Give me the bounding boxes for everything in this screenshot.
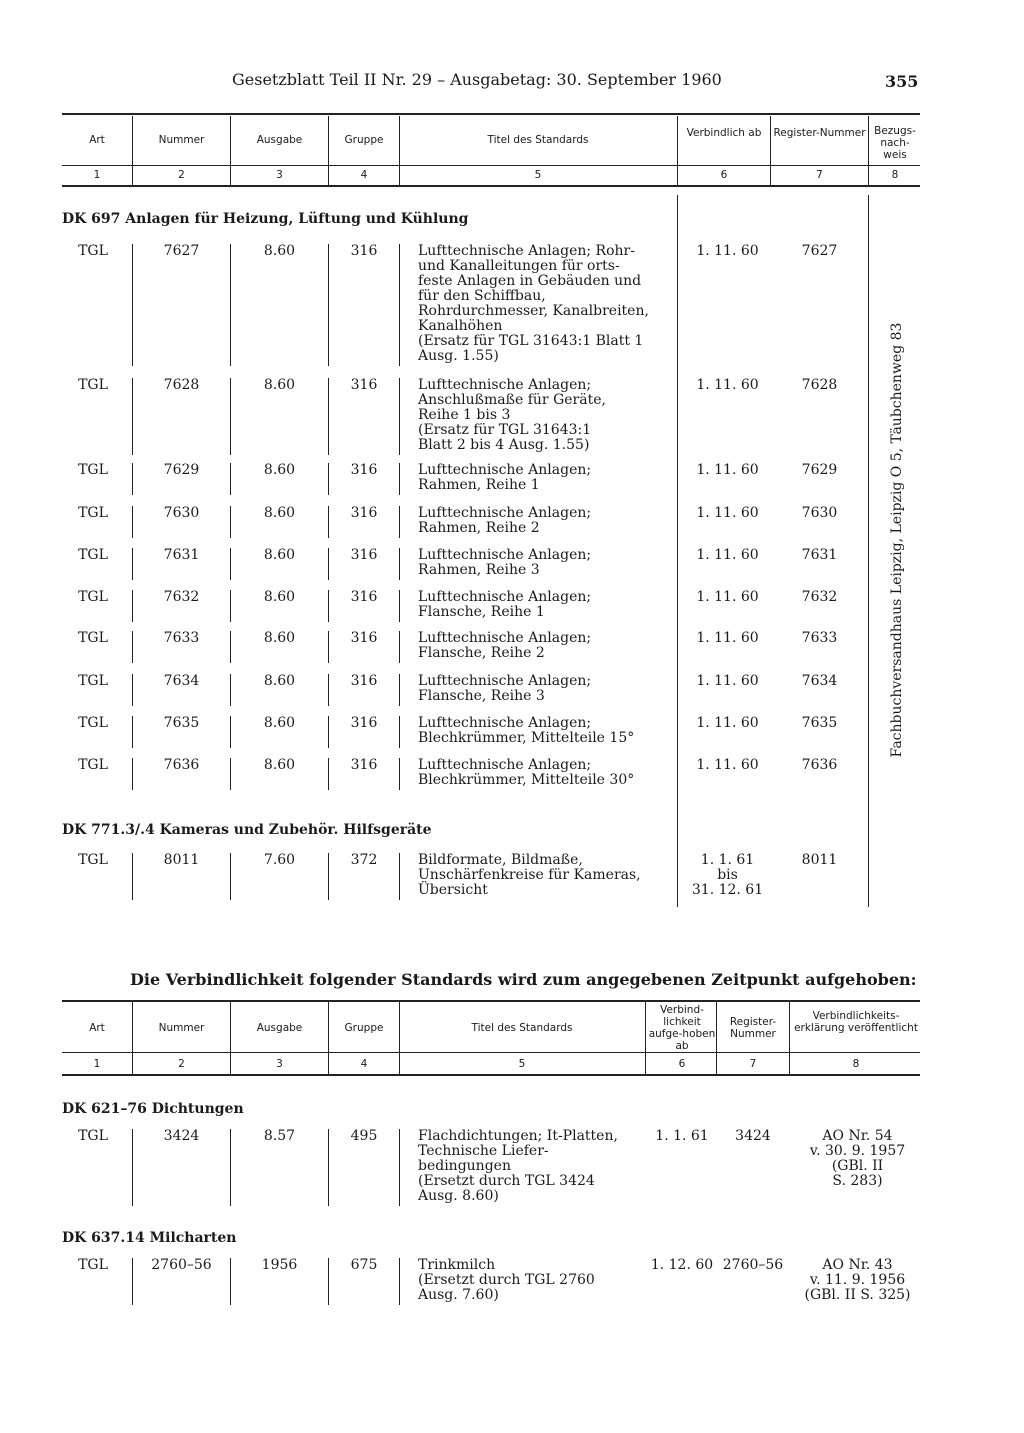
row-separator [230, 674, 231, 706]
t2-hsep [399, 1002, 400, 1074]
t1-hsep [399, 116, 400, 186]
t1-col-titel: Titel des Standards [487, 134, 589, 146]
row-separator [230, 758, 231, 790]
cell-ausgabe: 8.60 [263, 505, 296, 521]
t2-num-5: 5 [518, 1058, 526, 1070]
cell-art: TGL [78, 1128, 108, 1144]
cell-nummer: 7635 [163, 715, 200, 731]
cell-register: 7630 [801, 505, 838, 521]
row-separator [132, 244, 133, 366]
cell-art: TGL [78, 505, 108, 521]
t1-col-bezug: Bezugs-nach-weis [874, 125, 916, 161]
row-separator [328, 244, 329, 366]
table2-caption: Die Verbindlichkeit folgender Standards wird zum angegebenen Zeitpunkt aufgehoben: [130, 970, 917, 989]
t2-col-gruppe: Gruppe [344, 1022, 384, 1034]
cell-register: 7631 [801, 547, 838, 563]
row-separator [132, 631, 133, 663]
row-separator [399, 378, 400, 455]
cell-titel: Lufttechnische Anlagen; Anschlußmaße für Geräte, Reihe 1 bis 3 (Ersatz für TGL 31643:1 Blatt 2 bis 4 Ausg. 1.55) [418, 377, 606, 453]
t2-numbers-rule [62, 1074, 920, 1076]
cell-titel: Lufttechnische Anlagen; Rahmen, Reihe 2 [418, 505, 592, 536]
row-separator [230, 631, 231, 663]
cell-nummer: 7633 [163, 630, 200, 646]
cell-gruppe: 316 [350, 589, 378, 605]
cell-ausgabe: 8.60 [263, 547, 296, 563]
cell-aufgehoben-ab: 1. 12. 60 [650, 1257, 714, 1273]
cell-aufgehoben-ab: 1. 1. 61 [655, 1128, 709, 1144]
cell-titel: Lufttechnische Anlagen; Rohr- und Kanalleitungen für orts- feste Anlagen in Gebäuden und für den Schiffbau, Rohrdurchmesser, Kanalbreiten, Kanalhöhen (Ersatz für TGL 31643:1 Blatt 1 Ausg. 1.55) [418, 243, 649, 364]
t1-hsep [328, 116, 329, 186]
t1-col-register: Register-Nummer [773, 127, 866, 139]
t2-col-titel: Titel des Standards [471, 1022, 573, 1034]
t2-col-art: Art [89, 1022, 105, 1034]
row-separator [230, 853, 231, 900]
cell-ausgabe: 8.60 [263, 243, 296, 259]
t1-num-8: 8 [891, 169, 899, 181]
row-separator [328, 1258, 329, 1305]
cell-ausgabe: 1956 [261, 1257, 298, 1273]
cell-art: TGL [78, 757, 108, 773]
row-separator [399, 463, 400, 495]
cell-nummer: 7628 [163, 377, 200, 393]
row-separator [328, 1129, 329, 1206]
cell-titel: Lufttechnische Anlagen; Flansche, Reihe 3 [418, 673, 592, 704]
cell-nummer: 7629 [163, 462, 200, 478]
cell-verbindlich-ab: 1. 11. 60 [696, 377, 759, 393]
cell-verbindlich-ab: 1. 1. 61 bis 31. 12. 61 [691, 852, 764, 898]
cell-art: TGL [78, 377, 108, 393]
cell-nummer: 8011 [163, 852, 200, 868]
row-separator [132, 548, 133, 580]
row-separator [328, 548, 329, 580]
cell-art: TGL [78, 1257, 108, 1273]
row-separator [328, 674, 329, 706]
cell-gruppe: 316 [350, 377, 378, 393]
cell-register: 7633 [801, 630, 838, 646]
cell-ausgabe: 8.60 [263, 377, 296, 393]
t2-num-1: 1 [93, 1058, 101, 1070]
t1-col-line-8 [868, 195, 869, 907]
t1-hsep [132, 116, 133, 186]
cell-titel: Lufttechnische Anlagen; Flansche, Reihe 2 [418, 630, 592, 661]
row-separator [132, 590, 133, 622]
row-separator [328, 463, 329, 495]
t2-hsep [132, 1002, 133, 1074]
row-separator [132, 674, 133, 706]
t1-col-verbindlich: Verbindlich ab [686, 127, 762, 139]
cell-gruppe: 316 [350, 630, 378, 646]
cell-verbindlich-ab: 1. 11. 60 [696, 673, 759, 689]
t2-col-veroeff: Verbindlichkeits-erklärung veröffentlicht [794, 1010, 918, 1034]
cell-ausgabe: 8.60 [263, 630, 296, 646]
cell-gruppe: 316 [350, 547, 378, 563]
t1-num-1: 1 [93, 169, 101, 181]
t2-section-heading: DK 621–76 Dichtungen [62, 1101, 244, 1117]
cell-ausgabe: 8.57 [263, 1128, 296, 1144]
cell-titel: Bildformate, Bildmaße, Unschärfenkreise für Kameras, Übersicht [418, 852, 641, 898]
cell-art: TGL [78, 243, 108, 259]
t1-num-6: 6 [720, 169, 728, 181]
row-separator [328, 631, 329, 663]
cell-verbindlich-ab: 1. 11. 60 [696, 505, 759, 521]
row-separator [399, 758, 400, 790]
cell-art: TGL [78, 462, 108, 478]
row-separator [230, 378, 231, 455]
cell-ausgabe: 7.60 [263, 852, 296, 868]
t1-hsep [677, 116, 678, 186]
row-separator [132, 506, 133, 538]
t1-num-4: 4 [360, 169, 368, 181]
cell-titel: Lufttechnische Anlagen; Rahmen, Reihe 3 [418, 547, 592, 578]
row-separator [132, 1129, 133, 1206]
t1-numbers-rule [62, 185, 920, 187]
t1-col-ausgabe: Ausgabe [256, 134, 303, 146]
cell-verbindlich-ab: 1. 11. 60 [696, 757, 759, 773]
row-separator [399, 674, 400, 706]
t2-hsep [716, 1002, 717, 1074]
header-rule [62, 113, 920, 115]
cell-register: 8011 [801, 852, 838, 868]
t2-col-nummer: Nummer [158, 1022, 205, 1034]
cell-gruppe: 316 [350, 673, 378, 689]
side-imprint-text: Fachbuchversandhaus Leipzig, Leipzig O 5, Täubchenweg 83 [889, 322, 905, 758]
row-separator [230, 506, 231, 538]
row-separator [230, 244, 231, 366]
cell-verbindlich-ab: 1. 11. 60 [696, 243, 759, 259]
row-separator [132, 378, 133, 455]
cell-register: 7628 [801, 377, 838, 393]
t1-num-5: 5 [534, 169, 542, 181]
cell-titel: Lufttechnische Anlagen; Blechkrümmer, Mittelteile 30° [418, 757, 635, 788]
t2-num-2: 2 [178, 1058, 185, 1070]
cell-art: TGL [78, 852, 108, 868]
row-separator [399, 244, 400, 366]
cell-titel: Lufttechnische Anlagen; Rahmen, Reihe 1 [418, 462, 592, 493]
cell-verbindlich-ab: 1. 11. 60 [696, 715, 759, 731]
t2-hsep [789, 1002, 790, 1074]
row-separator [328, 378, 329, 455]
t2-hsep [645, 1002, 646, 1074]
cell-titel: Trinkmilch (Ersetzt durch TGL 2760 Ausg. 7.60) [418, 1257, 595, 1303]
t1-col-nummer: Nummer [158, 134, 205, 146]
row-separator [230, 1258, 231, 1305]
cell-veroeffentlicht: AO Nr. 43 v. 11. 9. 1956 (GBl. II S. 325) [804, 1257, 911, 1303]
cell-gruppe: 316 [350, 757, 378, 773]
t2-header-rule [62, 1052, 920, 1053]
row-separator [328, 853, 329, 900]
t1-num-7: 7 [816, 169, 823, 181]
cell-register: 7634 [801, 673, 838, 689]
cell-verbindlich-ab: 1. 11. 60 [696, 589, 759, 605]
row-separator [132, 716, 133, 748]
row-separator [230, 716, 231, 748]
t2-col-ausgabe: Ausgabe [256, 1022, 303, 1034]
cell-ausgabe: 8.60 [263, 462, 296, 478]
t1-hsep [230, 116, 231, 186]
cell-ausgabe: 8.60 [263, 757, 296, 773]
cell-ausgabe: 8.60 [263, 715, 296, 731]
cell-art: TGL [78, 630, 108, 646]
cell-verbindlich-ab: 1. 11. 60 [696, 547, 759, 563]
cell-nummer: 7627 [163, 243, 200, 259]
row-separator [132, 463, 133, 495]
cell-register: 2760–56 [722, 1257, 784, 1273]
cell-ausgabe: 8.60 [263, 589, 296, 605]
t1-col-gruppe: Gruppe [344, 134, 384, 146]
row-separator [230, 590, 231, 622]
row-separator [132, 758, 133, 790]
cell-titel: Flachdichtungen; It-Platten, Technische Liefer- bedingungen (Ersetzt durch TGL 3424 Ausg. 8.60) [418, 1128, 618, 1204]
row-separator [328, 758, 329, 790]
cell-art: TGL [78, 589, 108, 605]
row-separator [399, 716, 400, 748]
cell-gruppe: 372 [350, 852, 378, 868]
t2-top-rule [62, 1000, 920, 1002]
cell-gruppe: 316 [350, 505, 378, 521]
cell-titel: Lufttechnische Anlagen; Flansche, Reihe 1 [418, 589, 592, 620]
cell-register: 7629 [801, 462, 838, 478]
t1-hsep [770, 116, 771, 186]
cell-veroeffentlicht: AO Nr. 54 v. 30. 9. 1957 (GBl. II S. 283) [809, 1128, 906, 1189]
t1-num-3: 3 [276, 169, 283, 181]
t2-num-8: 8 [852, 1058, 860, 1070]
cell-register: 7627 [801, 243, 838, 259]
t1-section-heading-2: DK 771.3/.4 Kameras und Zubehör. Hilfsgeräte [62, 822, 432, 838]
cell-nummer: 2760–56 [151, 1257, 212, 1273]
t1-hsep [868, 116, 869, 186]
t1-num-2: 2 [178, 169, 185, 181]
cell-gruppe: 316 [350, 462, 378, 478]
cell-gruppe: 675 [350, 1257, 378, 1273]
t2-col-aufgehoben: Verbind-lichkeit aufge-hoben ab [648, 1004, 716, 1052]
cell-titel: Lufttechnische Anlagen; Blechkrümmer, Mittelteile 15° [418, 715, 635, 746]
row-separator [399, 590, 400, 622]
cell-gruppe: 495 [350, 1128, 378, 1144]
row-separator [230, 1129, 231, 1206]
row-separator [328, 590, 329, 622]
row-separator [399, 1258, 400, 1305]
page-number: 355 [885, 72, 919, 91]
row-separator [399, 1129, 400, 1206]
cell-register: 7632 [801, 589, 838, 605]
cell-gruppe: 316 [350, 243, 378, 259]
cell-register: 7636 [801, 757, 838, 773]
cell-art: TGL [78, 673, 108, 689]
cell-art: TGL [78, 715, 108, 731]
cell-nummer: 7630 [163, 505, 200, 521]
cell-art: TGL [78, 547, 108, 563]
row-separator [230, 548, 231, 580]
cell-nummer: 3424 [163, 1128, 200, 1144]
page-header-title: Gesetzblatt Teil II Nr. 29 – Ausgabetag: 30. September 1960 [232, 70, 722, 89]
row-separator [328, 506, 329, 538]
t2-hsep [230, 1002, 231, 1074]
t2-num-7: 7 [749, 1058, 757, 1070]
t2-num-3: 3 [276, 1058, 283, 1070]
t2-section-heading-2: DK 637.14 Milcharten [62, 1230, 237, 1246]
t1-col-art: Art [89, 134, 105, 146]
t2-col-register: Register-Nummer [729, 1016, 777, 1040]
row-separator [399, 853, 400, 900]
cell-nummer: 7632 [163, 589, 200, 605]
row-separator [399, 631, 400, 663]
cell-nummer: 7634 [163, 673, 200, 689]
cell-nummer: 7631 [163, 547, 200, 563]
row-separator [399, 506, 400, 538]
t1-col-line-6 [677, 195, 678, 907]
row-separator [328, 716, 329, 748]
row-separator [132, 853, 133, 900]
row-separator [399, 548, 400, 580]
t2-num-4: 4 [360, 1058, 368, 1070]
t1-section-heading: DK 697 Anlagen für Heizung, Lüftung und Kühlung [62, 211, 469, 227]
cell-ausgabe: 8.60 [263, 673, 296, 689]
cell-register: 7635 [801, 715, 838, 731]
cell-verbindlich-ab: 1. 11. 60 [696, 630, 759, 646]
t1-header-rule [62, 165, 920, 166]
t2-num-6: 6 [678, 1058, 686, 1070]
row-separator [230, 463, 231, 495]
cell-register: 3424 [735, 1128, 771, 1144]
cell-verbindlich-ab: 1. 11. 60 [696, 462, 759, 478]
cell-gruppe: 316 [350, 715, 378, 731]
t2-hsep [328, 1002, 329, 1074]
cell-nummer: 7636 [163, 757, 200, 773]
row-separator [132, 1258, 133, 1305]
